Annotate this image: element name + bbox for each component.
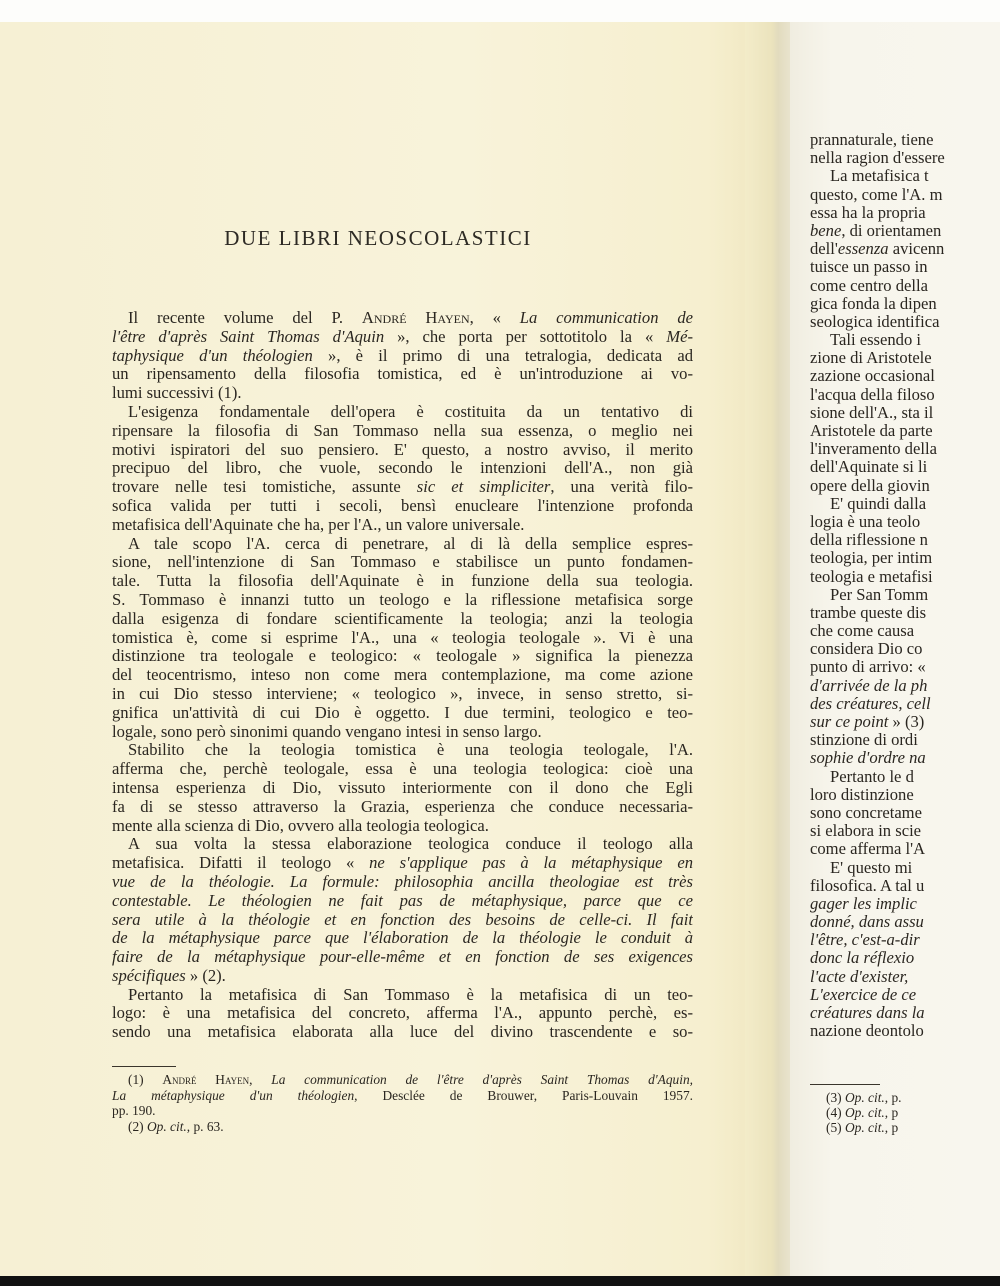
text-line (810, 440, 1000, 458)
text-line (810, 749, 1000, 767)
text-line (112, 459, 693, 478)
text-segment: filosofica. A tal u (810, 875, 925, 895)
italic-text: essenza (837, 239, 889, 259)
italic-text: Op. cit. (844, 1120, 885, 1136)
text-segment: stinzione di ordi (810, 730, 918, 750)
text-segment: un ripensamento della filosofia tomistica, ed è un'introduzione ai vo- (112, 365, 693, 384)
text-line (112, 666, 693, 685)
text-line (112, 1072, 693, 1088)
text-segment: , di orientamen (841, 220, 942, 240)
text-segment: La metafisica t (830, 166, 929, 186)
text-line (112, 629, 693, 648)
text-segment: tomistica è, come si esprime l'A., una « teologia teologale ». Vi è una (112, 628, 693, 647)
text-line (810, 1120, 1000, 1135)
text-line (112, 572, 693, 591)
italic-text: sic et simpliciter (416, 478, 551, 497)
text-segment: Pertanto la metafisica di San Tommaso è la metafisica di un teo- (128, 985, 693, 1004)
italic-text: bene (810, 220, 842, 240)
article-title: DUE LIBRI NEOSCOLASTICI (224, 226, 532, 250)
italic-text: donc la réflexio (810, 948, 915, 968)
text-line (810, 768, 1000, 786)
text-line (112, 1103, 693, 1119)
text-line (112, 1119, 693, 1135)
text-segment: , p (884, 1120, 899, 1136)
text-line (810, 913, 1000, 931)
text-segment: Aristotele da parte (810, 421, 933, 440)
text-line (810, 877, 1000, 895)
text-segment: » (2). (185, 966, 226, 985)
italic-text: Mé- (666, 327, 693, 346)
text-line (112, 403, 693, 422)
text-segment: A sua volta la stessa elaborazione teologica conduce il teologo alla (128, 835, 693, 854)
text-line (112, 911, 693, 930)
text-line (112, 1088, 693, 1104)
text-line (810, 840, 1000, 858)
text-line (810, 622, 1000, 640)
text-segment: l'acqua della filoso (810, 384, 935, 404)
text-segment: zazione occasional (810, 366, 935, 386)
text-line (810, 349, 1000, 367)
italic-text: donné, dans assu (810, 912, 924, 932)
text-line (810, 1004, 1000, 1022)
text-segment: sofica valida per tutti i secoli, bensì enucleare l'intenzione profonda (112, 496, 693, 515)
text-line (810, 495, 1000, 513)
text-segment: si elabora in scie (810, 821, 922, 841)
italic-text: La métaphysique d'un théologien (112, 1087, 355, 1103)
italic-text: gager les implic (810, 893, 917, 913)
text-segment: Per San Tomm (830, 584, 929, 604)
text-line (112, 741, 693, 760)
right-body-text (810, 131, 1000, 1040)
italic-text: sera utile à la théologie et en fonction des besoins de celle-ci. Il fait (112, 910, 693, 929)
text-segment: , « (469, 309, 520, 327)
italic-text: d'arrivée de la ph (810, 675, 928, 695)
text-line (112, 704, 693, 723)
text-segment: , una verità filo- (550, 478, 693, 497)
text-segment: Tali essendo i (830, 330, 922, 350)
text-segment: intensa esperienza di Dio, vissuto interiormente con il dono che Egli (112, 778, 693, 797)
text-segment: gica fonda la dipen (810, 293, 937, 313)
text-line (112, 610, 693, 629)
text-segment: motivi ispiratori del suo pensiero. E' questo, a nostro avviso, il merito (112, 440, 693, 459)
text-line (112, 873, 693, 892)
text-segment: , p. 63. (186, 1118, 224, 1134)
text-segment: considera Dio co (810, 639, 923, 659)
text-segment: (5) (826, 1120, 845, 1136)
text-line (810, 1105, 1000, 1120)
text-line (112, 591, 693, 610)
text-segment: (1) (128, 1072, 163, 1087)
text-segment: prannaturale, tiene (810, 130, 934, 149)
text-segment: L'esigenza fondamentale dell'opera è costituita da un tentativo di (128, 402, 693, 421)
text-line (810, 1022, 1000, 1040)
italic-text: de la métaphysique parce que l'élaboration de la théologie le conduit à (112, 929, 693, 948)
text-line (810, 186, 1000, 204)
text-segment: che come causa (810, 621, 915, 641)
text-segment: tale. Tutta la filosofia dell'Aquinate è in funzione della sua teologia. (112, 572, 693, 591)
text-line (112, 516, 693, 535)
text-line (810, 931, 1000, 949)
text-segment: sendo una metafisica elaborata alla luce del divino trascendente e so- (112, 1023, 693, 1042)
italic-text: des créatures, cell (810, 693, 931, 713)
text-segment: sione dell'A., sta il (810, 402, 934, 422)
text-segment: pp. 190. (112, 1103, 156, 1119)
text-segment: sono concretame (810, 802, 922, 822)
text-line (810, 531, 1000, 549)
text-line (810, 859, 1000, 877)
text-line (810, 458, 1000, 476)
text-line (810, 513, 1000, 531)
text-line (810, 313, 1000, 331)
text-line (810, 367, 1000, 385)
text-line (112, 760, 693, 779)
text-segment: , (249, 1072, 272, 1087)
text-line (810, 604, 1000, 622)
text-line (810, 549, 1000, 567)
text-segment: questo, come l'A. m (810, 184, 943, 204)
text-line (810, 949, 1000, 967)
italic-text: Op. cit. (844, 1090, 885, 1105)
text-line (112, 835, 693, 854)
italic-text: créatures dans la (810, 1003, 925, 1022)
text-line (112, 986, 693, 1005)
text-segment: (3) (826, 1090, 845, 1105)
text-segment: » (3) (888, 712, 925, 731)
text-line (810, 586, 1000, 604)
left-body-text (112, 309, 693, 1042)
text-line (112, 929, 693, 948)
text-segment: distinzione tra teologale e teologico: « teologale » significa la pienezza (112, 647, 693, 666)
text-line (112, 723, 693, 742)
text-segment: Pertanto le d (830, 766, 914, 786)
text-segment: , p. (884, 1090, 902, 1105)
text-line (112, 1023, 693, 1042)
text-line (810, 822, 1000, 840)
author-name: André Hayen (361, 309, 470, 327)
italic-text: l'être d'après Saint Thomas d'Aquin (112, 327, 385, 346)
italic-text: sophie d'ordre na (810, 748, 926, 768)
text-line (112, 535, 693, 554)
text-line (112, 497, 693, 516)
text-line (112, 384, 693, 403)
text-segment: metafisica. Difatti il teologo « (112, 854, 370, 873)
text-line (810, 131, 1000, 149)
text-line (810, 804, 1000, 822)
text-line (112, 854, 693, 873)
text-segment: punto di arrivo: « (810, 657, 926, 677)
text-segment: dalla esigenza di fondare scientificamente la teologia; anzi la teologia (112, 609, 693, 628)
text-line (810, 986, 1000, 1004)
text-line (810, 386, 1000, 404)
text-segment: come afferma l'A (810, 839, 926, 859)
text-segment: trambe queste dis (810, 602, 927, 622)
text-segment: », che porta per sottotitolo la « (384, 327, 667, 346)
scan-top-margin (0, 0, 1000, 22)
text-line (112, 309, 693, 328)
text-segment: del teocentrismo, inteso non come mera contemplazione, ma come azione (112, 666, 693, 685)
text-line (810, 422, 1000, 440)
text-segment: logale, sono però sinonimi quando vengano intesi in senso largo. (112, 722, 542, 741)
italic-text: Op. cit. (146, 1118, 187, 1134)
text-segment: nella ragion d'essere (810, 148, 945, 168)
text-segment: mente alla scienza di Dio, ovvero alla teologia teologica. (112, 816, 489, 835)
text-segment: teologia, per intim (810, 548, 933, 568)
text-line (810, 895, 1000, 913)
text-line (112, 478, 693, 497)
text-segment: trovare nelle tesi tomistiche, assunte (112, 478, 417, 497)
italic-text: l'acte d'exister, (810, 966, 909, 986)
text-line (112, 798, 693, 817)
text-segment: A tale scopo l'A. cerca di penetrare, al di là della semplice espres- (128, 534, 693, 553)
text-line (112, 779, 693, 798)
text-segment: Stabilito che la teologia tomistica è una teologia teologale, l'A. (128, 741, 693, 760)
text-segment: avicenn (888, 239, 945, 259)
text-segment: sione, nell'intenzione di San Tommaso e stabilisce un punto fondamen- (112, 553, 693, 572)
text-line (810, 204, 1000, 222)
text-segment: E' questo mi (830, 857, 913, 877)
text-segment: logo: è una metafisica del concreto, afferma l'A., appunto perchè, es- (112, 1004, 693, 1023)
text-line (810, 568, 1000, 586)
text-segment: S. Tommaso è innanzi tutto un teologo e la riflessione metafisica sorge (112, 590, 693, 609)
italic-text: L'exercice de ce (810, 984, 917, 1004)
text-line (810, 658, 1000, 676)
text-line (112, 441, 693, 460)
text-line (810, 731, 1000, 749)
scan-bottom-edge (0, 1276, 1000, 1286)
text-segment: nazione deontolo (810, 1021, 924, 1041)
text-line (810, 786, 1000, 804)
text-segment: Il recente volume del P. (128, 309, 362, 327)
text-line (112, 328, 693, 347)
text-line (112, 817, 693, 836)
text-line (112, 967, 693, 986)
italic-text: taphysique d'un théologien (112, 346, 313, 365)
text-segment: seologica identifica (810, 311, 940, 331)
italic-text: faire de la métaphysique pour-elle-même et en fonction de ses exigences (112, 948, 693, 967)
italic-text: ne s'applique pas à la métaphysique en (369, 854, 693, 873)
text-segment: logia è una teolo (810, 511, 921, 531)
text-line (112, 647, 693, 666)
text-line (810, 149, 1000, 167)
text-segment: , Desclée de Brouwer, Paris-Louvain 1957. (354, 1087, 693, 1103)
text-segment: lumi successivi (1). (112, 384, 242, 403)
text-line (810, 277, 1000, 295)
right-footnote-divider (810, 1084, 880, 1085)
italic-text: La communication de (519, 309, 693, 327)
text-segment: ripensare la filosofia di San Tommaso nella sua essenza, o meglio nei (112, 421, 693, 440)
text-segment: afferma che, perchè teologale, essa è una teologia teologica: cioè una (112, 760, 693, 779)
text-segment: (2) (128, 1118, 147, 1134)
text-line (112, 553, 693, 572)
text-line (810, 640, 1000, 658)
text-segment: E' quindi dalla (830, 493, 927, 513)
italic-text: l'être, c'est-a-dir (810, 930, 920, 950)
text-segment: precipuo del libro, che vuole, secondo le intenzioni dell'A., non già (112, 459, 693, 478)
text-segment: metafisica dell'Aquinate che ha, per l'A., un valore universale. (112, 515, 525, 534)
text-line (810, 240, 1000, 258)
italic-text: sur ce point (810, 712, 889, 731)
text-segment: tuisce un passo in (810, 257, 928, 277)
text-line (112, 365, 693, 384)
text-line (112, 347, 693, 366)
text-segment: opere della giovin (810, 475, 930, 495)
italic-text: contestable. Le théologien ne fait pas de métaphysique, parce que ce (112, 891, 693, 910)
text-line (112, 685, 693, 704)
text-segment: », è il primo di una tetralogia, dedicata ad (312, 346, 693, 365)
text-line (810, 713, 1000, 731)
text-line (112, 948, 693, 967)
text-segment: dell'Aquinate si li (810, 457, 928, 477)
right-page (790, 22, 1000, 1276)
italic-text: spécifiques (112, 966, 186, 985)
text-line (810, 1090, 1000, 1105)
text-segment: zione di Aristotele (810, 348, 932, 368)
text-line (810, 167, 1000, 185)
text-segment: della riflessione n (810, 530, 928, 550)
text-segment: come centro della (810, 275, 928, 295)
text-segment: fa di se stesso attraverso la Grazia, esperienza che conduce necessaria- (112, 797, 693, 816)
right-footnotes (810, 1090, 1000, 1136)
text-line (810, 677, 1000, 695)
text-line (810, 331, 1000, 349)
text-segment: teologia e metafisi (810, 566, 933, 586)
text-line (810, 968, 1000, 986)
left-footnotes (112, 1072, 693, 1134)
text-segment: , p (884, 1105, 899, 1121)
text-segment: in cui Dio stesso interviene; « teologico », invece, in senso stretto, si- (112, 684, 693, 703)
text-segment: l'inveramento della (810, 439, 937, 459)
text-segment: (4) (826, 1105, 845, 1121)
author-name: André Hayen (162, 1072, 250, 1087)
text-line (112, 422, 693, 441)
text-segment: dell' (810, 239, 838, 259)
text-line (810, 404, 1000, 422)
text-segment: loro distinzione (810, 784, 914, 804)
text-line (810, 295, 1000, 313)
italic-text: La communication de l'être d'après Saint Thomas d'Aquin, (271, 1072, 693, 1087)
text-segment: gnifica un'attività di cui Dio è oggetto. I due termini, teologico e teo- (112, 703, 693, 722)
text-line (112, 892, 693, 911)
text-line (810, 258, 1000, 276)
italic-text: vue de la théologie. La formule: philosophia ancilla theologiae est très (112, 872, 693, 891)
text-line (810, 477, 1000, 495)
text-line (810, 695, 1000, 713)
text-line (810, 222, 1000, 240)
footnote-divider (112, 1066, 176, 1067)
text-line (112, 1004, 693, 1023)
text-segment: essa ha la propria (810, 202, 926, 222)
italic-text: Op. cit. (844, 1105, 885, 1121)
